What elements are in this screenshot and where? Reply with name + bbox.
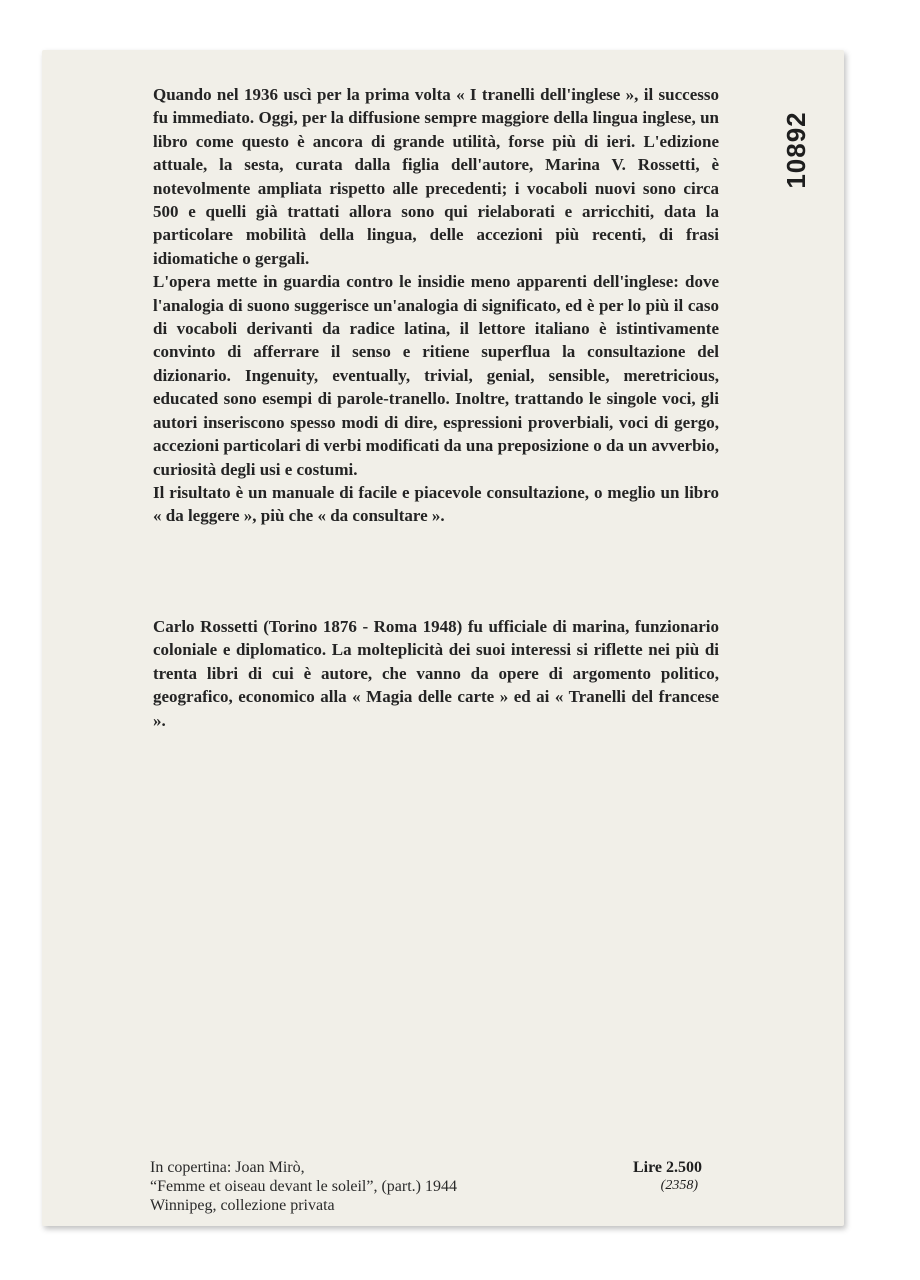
price-block	[600, 1158, 702, 1195]
price: Lire 2.500	[632, 1159, 702, 1176]
blurb-text	[153, 83, 719, 528]
cover-credit	[150, 1158, 590, 1215]
blurb-paragraph: L'opera mette in guardia contro le insidie meno apparenti dell'inglese: dove l'analogia di suono suggerisce un'analogia di significato, ed è per lo più il caso di vocaboli derivanti da radice latina, il lettore italiano è istintivamente convinto di afferrare il senso e ritiene superflua la consultazione del dizionario. Ingenuity, eventually, trivial, genial, sensible, meretricious, educated sono esempi di parole-tranello. Inoltre, trattando le singole voci, gli autori inseriscono spesso modi di dire, espressioni proverbiali, voci di gergo, accezioni particolari di verbi modificati da una preposizione o da un avverbio, curiosità degli usi e costumi.	[153, 272, 719, 479]
cover-credit-line: In copertina: Joan Mirò,	[150, 1159, 305, 1176]
author-bio: Carlo Rossetti (Torino 1876 - Roma 1948) fu ufficiale di marina, funzionario coloniale e diplomatico. La molteplicità dei suoi interessi si riflette nei più di trenta libri di cui è autore, che vanno da opere di argomento politico, geografico, economico alla « Magia delle carte » ed ai « Tranelli del francese ».	[153, 617, 719, 730]
cover-credit-line: Winnipeg, collezione privata	[150, 1197, 335, 1214]
cover-credit-line: “Femme et oiseau devant le soleil”, (part.) 1944	[150, 1178, 458, 1195]
blurb-paragraph: Quando nel 1936 uscì per la prima volta « I tranelli dell'inglese », il successo fu immediato. Oggi, per la diffusione sempre maggiore della lingua inglese, un libro come questo è ancora di grande utilità, forse più di ieri. L'edizione attuale, la sesta, curata dalla figlia dell'autore, Marina V. Rossetti, è notevolmente ampliata rispetto alle precedenti; i vocaboli nuovi sono circa 500 e quelli già trattati allora sono qui rielaborati e arricchiti, data la particolare mobilità della lingua, delle accezioni più recenti, di frasi idiomatiche o gergali.	[153, 85, 719, 268]
blurb-paragraph: Il risultato è un manuale di facile e piacevole consultazione, o meglio un libro « da leggere », più che « da consultare ».	[153, 482, 719, 526]
catalog-number: 10892	[781, 111, 811, 189]
edition-code: (2358)	[660, 1178, 698, 1193]
author-bio-block	[153, 615, 719, 732]
